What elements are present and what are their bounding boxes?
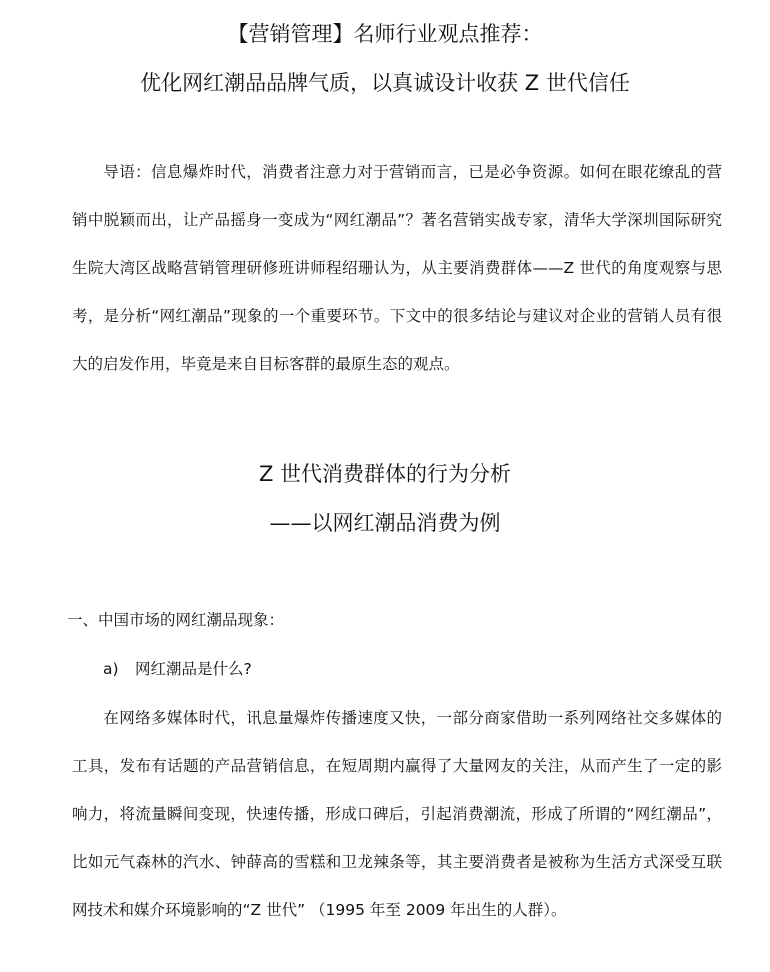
intro-text: 导语：信息爆炸时代，消费者注意力对于营销而言，已是必争资源。如何在眼花缭乱的营销中脱颖而出，让产品摇身一变成为“网红潮品”？著名营销实战专家，清华大学深圳国际研究生院大湾区战略营销管理研修班讲师程绍珊认为，从主要消费群体——Z 世代的角度观察与思考，是分析“网红潮品”现象的一个重要环节。下文中的很多结论与建议对企业的营销人员有很大的启发作用，毕竟是来自目标客群的最原生态的观点。 bbox=[72, 163, 722, 373]
heading-level-2-text: 网红潮品是什么? bbox=[135, 660, 252, 678]
page-title-line-1: 【营销管理】名师行业观点推荐： bbox=[227, 22, 543, 46]
section-title-line-2: ——以网红潮品消费为例 bbox=[269, 511, 501, 535]
heading-level-1: 一、中国市场的网红潮品现象： bbox=[67, 611, 285, 629]
body-text: 在网络多媒体时代，讯息量爆炸传播速度又快，一部分商家借助一系列网络社交多媒体的工具，发布有话题的产品营销信息，在短周期内赢得了大量网友的关注，从而产生了一定的影响力，将流量瞬间变现，快速传播，形成口碑后，引起消费潮流，形成了所谓的“网红潮品”，比如元气森林的汽水、钟薛高的雪糕和卫龙辣条等，其主要消费者是被称为生活方式深受互联网技术和媒介环境影响的“Z 世代” （1995 年至 2009 年出生的人群）。 bbox=[72, 709, 722, 919]
section-title-line-1: Z 世代消费群体的行为分析 bbox=[258, 462, 512, 486]
list-marker: a) bbox=[103, 660, 119, 678]
page-title-line-2: 优化网红潮品品牌气质，以真诚设计收获 Z 世代信任 bbox=[140, 71, 630, 95]
intro-paragraph bbox=[72, 148, 722, 388]
body-paragraph bbox=[72, 694, 722, 934]
heading-level-2 bbox=[103, 657, 252, 681]
